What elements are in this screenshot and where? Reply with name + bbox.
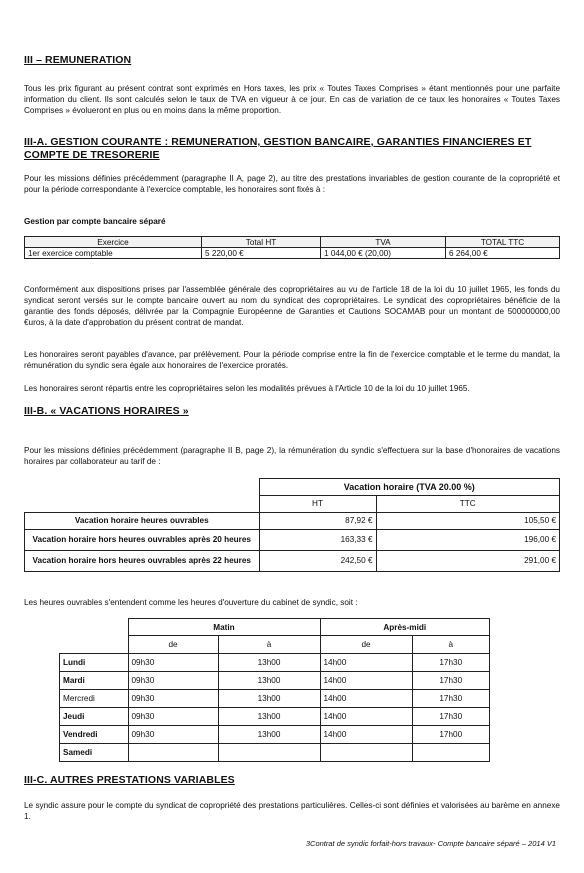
table-row (60, 689, 490, 707)
day-label: Mardi (60, 671, 129, 689)
table-header-row (25, 237, 560, 248)
morning-start (128, 743, 218, 761)
vacation-ht: 163,33 € (259, 529, 376, 550)
morning-end: 13h00 (218, 671, 320, 689)
table-row (60, 671, 490, 689)
afternoon-start: 14h00 (320, 671, 412, 689)
vacation-ttc: 291,00 € (376, 550, 560, 571)
col-a: à (218, 636, 320, 654)
paragraph-fonds: Conformément aux dispositions prises par l'assemblée générale des copropriétaires au vu de l'article 18 de la loi du 10 juillet 1965, les fonds du syndicat seront versés sur le compte bancaire ouvert au nom du syndicat des copropriétaires. Le syndicat des copropriétaires bénéficie de la garantie des fonds déposés, délivrée par la Compagnie Européenne de Garanties et Cautions SOCAMAB pour un montant de 500000000,00 €uros, à la date d'approbation du présent contrat de mandat. (24, 285, 560, 327)
morning-start: 09h30 (128, 689, 218, 707)
table-row (60, 707, 490, 725)
hours-intro: Les heures ouvrables s'entendent comme les heures d'ouverture du cabinet de syndic, soit : (24, 598, 358, 607)
afternoon-end: 17h30 (412, 707, 490, 725)
vacation-ht: 87,92 € (259, 512, 376, 529)
morning-end: 13h00 (218, 707, 320, 725)
gestion-subtitle: Gestion par compte bancaire séparé (24, 217, 166, 226)
afternoon-start (320, 743, 412, 761)
morning-end: 13h00 (218, 689, 320, 707)
vacation-label: Vacation horaire hors heures ouvrables après 22 heures (25, 550, 260, 571)
day-label: Vendredi (60, 725, 129, 743)
cell-exercice: 1er exercice comptable (25, 248, 202, 259)
afternoon-end: 17h00 (412, 725, 490, 743)
col-tva: TVA (321, 237, 446, 248)
afternoon-start: 14h00 (320, 689, 412, 707)
vacations-header-row (25, 479, 560, 496)
section-iiic-text: Le syndic assure pour le compte du syndicat de copropriété des prestations particulières. Celles-ci sont définies et valorisées au barème en annexe 1. (24, 801, 560, 821)
morning-end: 13h00 (218, 725, 320, 743)
section-iiia-title-line1: III-A. GESTION COURANTE : REMUNERATION, GESTION BANCAIRE, GARANTIES FINANCIERES ET (24, 136, 532, 148)
table-row (25, 529, 560, 550)
vacation-label: Vacation horaire heures ouvrables (25, 512, 260, 529)
section-iiia-intro: Pour les missions définies précédemment (paragraphe II A, page 2), au titre des prestations invariables de gestion courante de la copropriété et pour la période correspondante à l'exercice comptable, les honoraires sont fixés à : (24, 174, 560, 194)
day-label: Samedi (60, 743, 129, 761)
vacation-ht: 242,50 € (259, 550, 376, 571)
matin-header: Matin (128, 619, 320, 636)
table-row (60, 653, 490, 671)
paragraph-paiement: Les honoraires seront payables d'avance, par prélèvement. Pour la période comprise entre la fin de l'exercice comptable et le terme du mandat, la rémunération du syndic sera égale aux honoraires de l'exercice proratés. (24, 350, 560, 370)
section-iiic-title: III-C. AUTRES PRESTATIONS VARIABLES (24, 774, 235, 786)
section-iiib-intro: Pour les missions définies précédemment (paragraphe II B, page 2), la rémunération du syndic s'effectuera sur la base d'honoraires de vacations horaires par collaborateur au tarif de : (24, 446, 560, 466)
col-exercice: Exercice (25, 237, 202, 248)
table-row (25, 248, 560, 259)
cell-total-ht: 5 220,00 € (202, 248, 321, 259)
morning-end (218, 743, 320, 761)
hours-header-row (60, 619, 490, 636)
afternoon-end: 17h30 (412, 653, 490, 671)
day-label: Mercredi (60, 689, 129, 707)
section-iiib-title: III-B. « VACATIONS HORAIRES » (24, 405, 189, 417)
table-row (60, 743, 490, 761)
honoraires-table (24, 236, 560, 259)
table-row (25, 550, 560, 571)
vacations-table (24, 478, 560, 572)
afternoon-end (412, 743, 490, 761)
vacation-header: Vacation horaire (TVA 20.00 %) (259, 479, 560, 496)
vacation-ttc: 105,50 € (376, 512, 560, 529)
table-row (25, 512, 560, 529)
vacations-subheader-row (25, 496, 560, 513)
afternoon-start: 14h00 (320, 707, 412, 725)
col-de: de (320, 636, 412, 654)
morning-start: 09h30 (128, 707, 218, 725)
vacation-label: Vacation horaire hors heures ouvrables après 20 heures (25, 529, 260, 550)
col-ht: HT (259, 496, 376, 513)
cell-total-ttc: 6 264,00 € (446, 248, 560, 259)
table-row (60, 725, 490, 743)
cell-tva: 1 044,00 € (20,00) (321, 248, 446, 259)
section-iii-intro: Tous les prix figurant au présent contrat sont exprimés en Hors taxes, les prix « Toutes Taxes Comprises » étant mentionnés pour une parfaite information du client. Ils sont calculés selon le taux de TVA en vigueur à ce jour. En cas de variation de ce taux les honoraires « Toutes Taxes Comprises » évolueront en plus ou en moins dans la même proportion. (24, 84, 560, 115)
afternoon-start: 14h00 (320, 725, 412, 743)
section-iiia-title-line2: COMPTE DE TRESORERIE (24, 149, 160, 161)
col-de: de (128, 636, 218, 654)
day-label: Lundi (60, 653, 129, 671)
col-total-ht: Total HT (202, 237, 321, 248)
morning-start: 09h30 (128, 671, 218, 689)
morning-start: 09h30 (128, 725, 218, 743)
section-iii-title: III – REMUNERATION (24, 54, 132, 66)
col-ttc: TTC (376, 496, 560, 513)
afternoon-end: 17h30 (412, 671, 490, 689)
morning-end: 13h00 (218, 653, 320, 671)
paragraph-repartition: Les honoraires seront répartis entre les copropriétaires selon les modalités prévues à l'Article 10 de la loi du 10 juillet 1965. (24, 384, 470, 393)
day-label: Jeudi (60, 707, 129, 725)
morning-start: 09h30 (128, 653, 218, 671)
vacation-ttc: 196,00 € (376, 529, 560, 550)
page-footer: 3Contrat de syndic forfait-hors travaux- Compte bancaire séparé – 2014 V1 (305, 839, 556, 848)
col-total-ttc: TOTAL TTC (446, 237, 560, 248)
apres-midi-header: Après-midi (320, 619, 490, 636)
hours-table (59, 618, 490, 762)
afternoon-end: 17h30 (412, 689, 490, 707)
hours-subheader-row (60, 636, 490, 654)
afternoon-start: 14h00 (320, 653, 412, 671)
col-a: à (412, 636, 490, 654)
